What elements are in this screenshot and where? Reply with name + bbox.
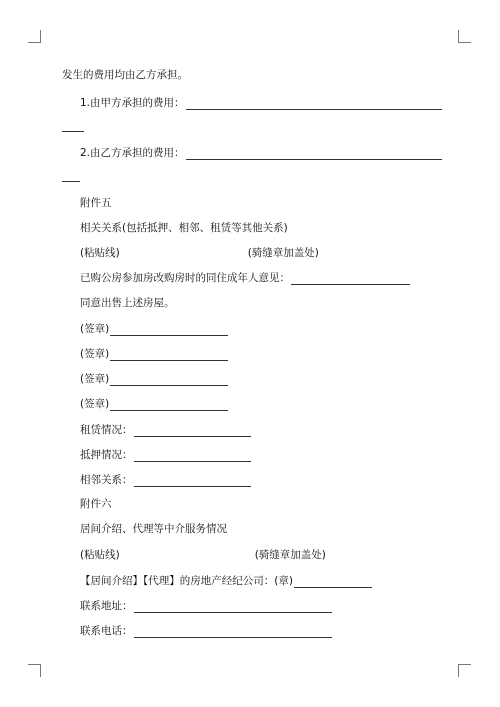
label: 联系电话： xyxy=(80,625,133,637)
blank-line[interactable] xyxy=(186,98,442,110)
text-line-mortgage xyxy=(80,448,251,462)
blank-line[interactable] xyxy=(291,273,410,285)
text: 相关关系(包括抵押、相邻、租赁等其他关系) xyxy=(80,222,288,234)
label: 相邻关系： xyxy=(80,474,133,486)
heading: 附件五 xyxy=(80,197,112,209)
blank-line[interactable] xyxy=(110,374,228,386)
heading: 附件六 xyxy=(80,498,112,510)
text-line-neighbor xyxy=(80,473,251,487)
text-line-agency-services xyxy=(80,522,227,536)
blank-line[interactable] xyxy=(294,576,372,588)
signature-line xyxy=(80,322,228,336)
blank-line[interactable] xyxy=(134,626,332,638)
blank-line[interactable] xyxy=(110,324,228,336)
label: (签章) xyxy=(80,323,110,335)
text-line-address xyxy=(80,599,332,613)
blank-line[interactable] xyxy=(110,349,228,361)
crop-mark-top-right xyxy=(458,30,471,43)
label: 租赁情况： xyxy=(80,424,133,436)
label: 1.由甲方承担的费用： xyxy=(80,97,185,109)
label: (签章) xyxy=(80,348,110,360)
signature-line xyxy=(80,372,228,386)
blank-line[interactable] xyxy=(134,425,251,437)
paste-line-row xyxy=(80,548,326,562)
label: 2.由乙方承担的费用： xyxy=(80,147,185,159)
seal-label: (骑缝章加盖处) xyxy=(247,247,319,259)
crop-mark-bottom-right xyxy=(458,664,471,677)
text-line-costs xyxy=(62,68,188,82)
paste-line-label: (粘贴线) xyxy=(80,549,120,561)
text: 同意出售上述房屋。 xyxy=(80,297,175,309)
label: (签章) xyxy=(80,398,110,410)
attachment-six-heading xyxy=(80,497,112,511)
label: 【居间介绍】【代理】的房地产经纪公司：(章) xyxy=(80,575,293,587)
label: 已购公房参加房改购房时的同住成年人意见： xyxy=(80,272,290,284)
text-line-cohabitant-opinion xyxy=(80,271,410,285)
text-line-lease xyxy=(80,423,251,437)
text-line-agree-sale xyxy=(80,296,175,310)
signature-line xyxy=(80,397,228,411)
blank-line[interactable] xyxy=(186,148,442,160)
crop-mark-bottom-left xyxy=(28,664,41,677)
blank-line[interactable] xyxy=(134,475,251,487)
text-line-relationships xyxy=(80,221,288,235)
blank-line[interactable] xyxy=(134,601,332,613)
paste-line-label: (粘贴线) xyxy=(80,247,120,259)
blank-line-continuation[interactable] xyxy=(62,131,84,132)
signature-line xyxy=(80,347,228,361)
crop-mark-top-left xyxy=(28,30,41,43)
text-line-party-b-costs xyxy=(80,146,442,160)
seal-label: (骑缝章加盖处) xyxy=(254,549,326,561)
blank-line[interactable] xyxy=(110,399,228,411)
blank-line[interactable] xyxy=(134,450,251,462)
text-line-agency-company xyxy=(80,574,372,588)
text-line-party-a-costs xyxy=(80,96,442,110)
blank-line-continuation[interactable] xyxy=(62,181,80,182)
text-line-phone xyxy=(80,624,332,638)
label: 抵押情况： xyxy=(80,449,133,461)
text: 居间介绍、代理等中介服务情况 xyxy=(80,523,227,535)
attachment-five-heading xyxy=(80,196,112,210)
text: 发生的费用均由乙方承担。 xyxy=(62,69,188,81)
paste-line-row xyxy=(80,246,319,260)
label: (签章) xyxy=(80,373,110,385)
label: 联系地址： xyxy=(80,600,133,612)
